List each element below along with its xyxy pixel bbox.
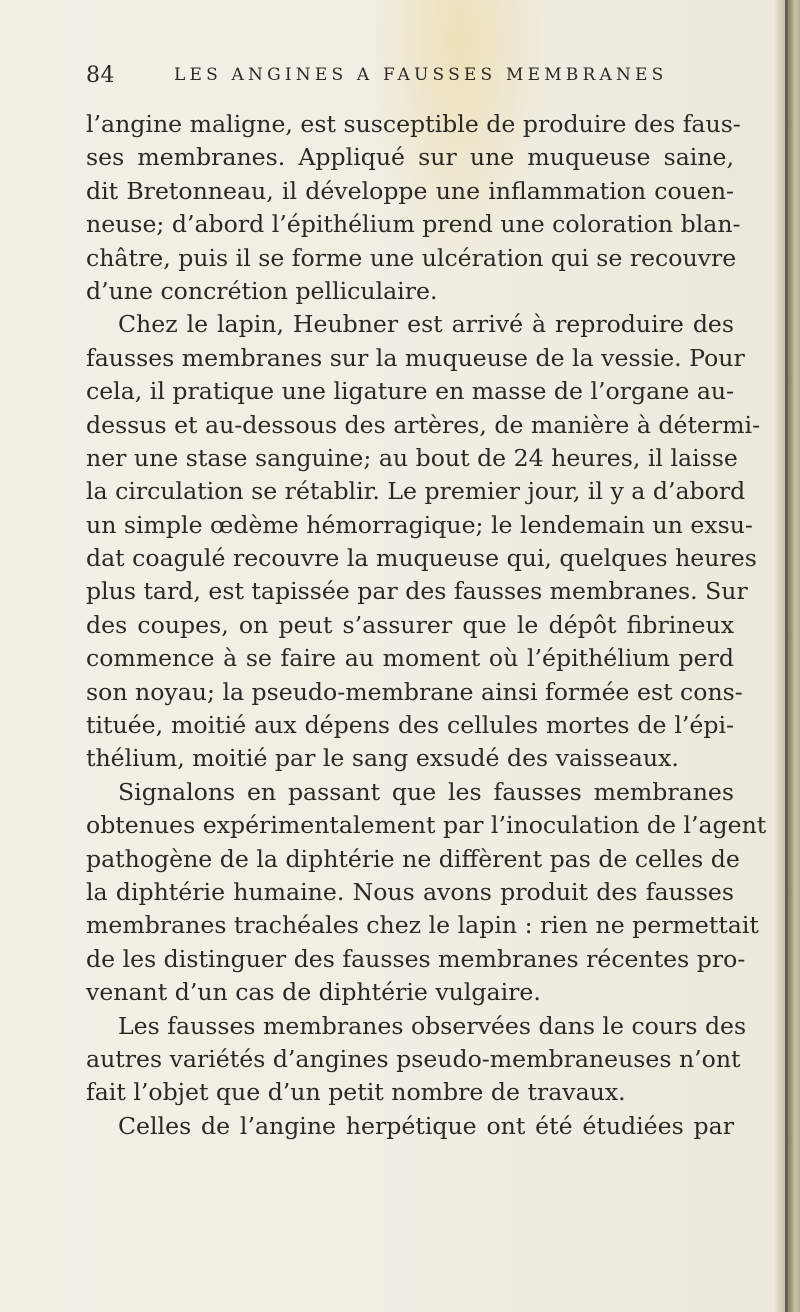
text-line: pathogène de la diphtérie ne diffèrent pas de celles de xyxy=(86,844,740,873)
text-line: la circulation se rétablir. Le premier jour, il y a d’abord xyxy=(86,477,746,506)
text-line: la diphtérie humaine. Nous avons produit des fausses xyxy=(86,877,734,906)
text-line: de les distinguer des fausses membranes récentes pro- xyxy=(86,944,746,973)
text-line: plus tard, est tapissée par des fausses membranes. Sur xyxy=(86,577,748,606)
running-title: LES ANGINES A FAUSSES MEMBRANES xyxy=(174,65,668,85)
binding-shadow xyxy=(785,0,788,1312)
page-header xyxy=(86,58,776,92)
text-line: un simple œdème hémorragique; le lendemain un exsu- xyxy=(86,510,753,539)
text-line: thélium, moitié par le sang exsudé des vaisseaux. xyxy=(86,744,679,773)
text-line: fait l’objet que d’un petit nombre de travaux. xyxy=(86,1078,626,1107)
text-line: cela, il pratique une ligature en masse de l’organe au- xyxy=(86,377,735,406)
text-line: obtenues expérimentalement par l’inoculation de l’agent xyxy=(86,811,767,840)
text-line: Les fausses membranes observées dans le cours des xyxy=(118,1011,747,1040)
text-line: fausses membranes sur la muqueuse de la vessie. Pour xyxy=(86,343,745,372)
text-line: d’une concrétion pelliculaire. xyxy=(86,276,438,305)
text-line: neuse; d’abord l’épithélium prend une coloration blan- xyxy=(86,210,741,239)
body-text xyxy=(86,108,767,1143)
text-line: tituée, moitié aux dépens des cellules mortes de l’épi- xyxy=(86,711,734,740)
text-line: châtre, puis il se forme une ulcération qui se recouvre xyxy=(86,243,737,272)
text-line: Signalons en passant que les fausses membranes xyxy=(118,777,734,806)
text-line: dessus et au-dessous des artères, de manière à détermi- xyxy=(86,410,761,439)
text-line: commence à se faire au moment où l’épithélium perd xyxy=(86,644,734,673)
page-number: 84 xyxy=(86,62,115,88)
text-line: son noyau; la pseudo-membrane ainsi formée est cons- xyxy=(86,677,743,706)
text-line: ses membranes. Appliqué sur une muqueuse saine, xyxy=(86,143,734,172)
text-line: dat coagulé recouvre la muqueuse qui, quelques heures xyxy=(86,544,757,573)
text-line: dit Bretonneau, il développe une inflammation couen- xyxy=(86,176,734,205)
text-line: des coupes, on peut s’assurer que le dépôt fibrineux xyxy=(86,610,734,639)
text-line: venant d’un cas de diphtérie vulgaire. xyxy=(86,978,541,1007)
text-line: ner une stase sanguine; au bout de 24 heures, il laisse xyxy=(86,443,738,472)
text-line: l’angine maligne, est susceptible de produire des faus- xyxy=(86,110,741,138)
text-line: membranes trachéales chez le lapin : rien ne permettait xyxy=(86,911,759,940)
text-line: autres variétés d’angines pseudo-membraneuses n’ont xyxy=(86,1044,741,1073)
text-line: Celles de l’angine herpétique ont été étudiées par xyxy=(118,1111,734,1140)
text-line: Chez le lapin, Heubner est arrivé à reproduire des xyxy=(118,310,734,339)
